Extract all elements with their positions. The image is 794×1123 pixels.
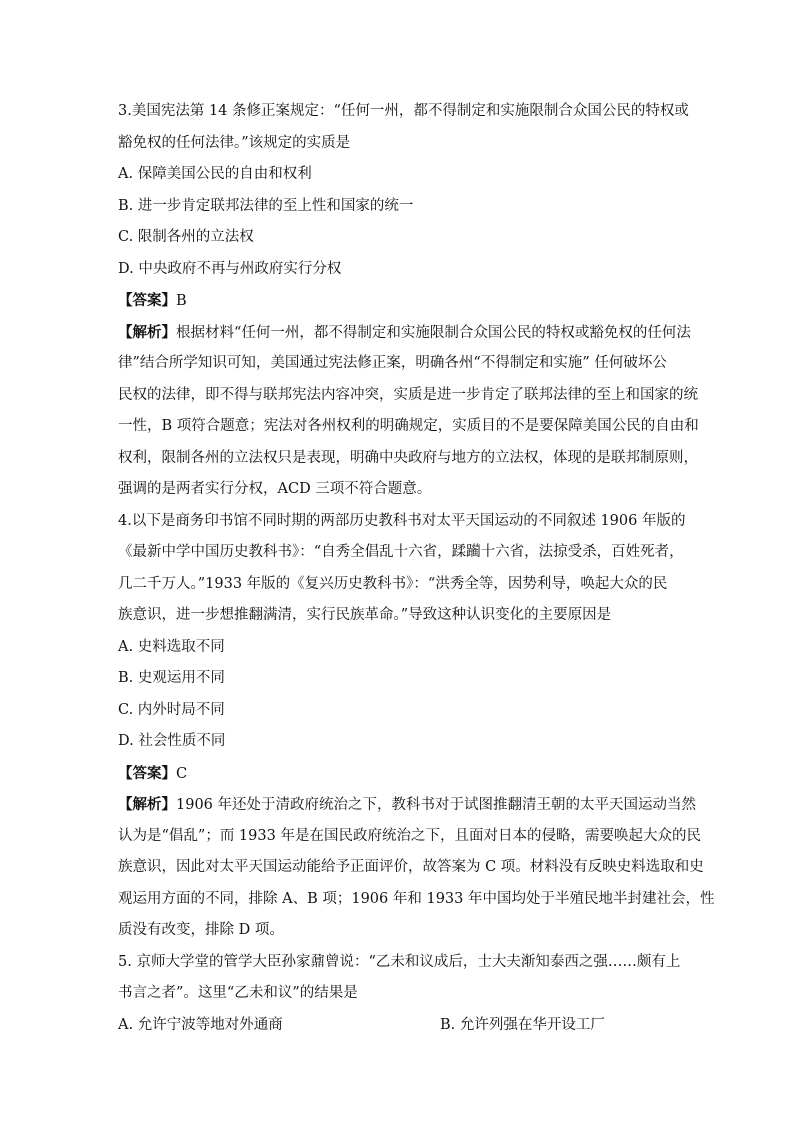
question-stem-line: 族意识，进一步想推翻满清，实行民族革命。”导致这种认识变化的主要原因是	[118, 607, 612, 623]
question-stem-line: 书言之者”。这里“乙未和议”的结果是	[118, 985, 358, 1001]
answer-label: 【答案】	[118, 764, 176, 782]
question-4	[118, 506, 715, 947]
option-a: A. 允许宁波等地对外通商	[118, 1016, 283, 1033]
question-stem-line: 3.美国宪法第 14 条修正案规定：“任何一州，都不得制定和实施限制合众国公民的特权或	[118, 103, 689, 119]
option-d: D. 中央政府不再与州政府实行分权	[118, 260, 342, 277]
option-a: A. 史料选取不同	[118, 638, 225, 655]
option-c: C. 内外时局不同	[118, 701, 225, 718]
analysis-line: 强调的是两者实行分权，ACD 三项不符合题意。	[118, 481, 432, 497]
answer-value: C	[176, 765, 188, 782]
analysis-line: 民权的法律，即不得与联邦宪法内容冲突，实质是进一步肯定了联邦法律的至上和国家的统	[118, 386, 698, 403]
answer-value: B	[176, 293, 187, 309]
option-d: D. 社会性质不同	[118, 733, 226, 749]
question-stem-line: 5. 京师大学堂的管学大臣孙家鼐曾说：“乙未和议成后，士大夫渐知泰西之强……颇有上	[118, 953, 681, 970]
answer-line	[118, 285, 678, 317]
analysis-text: 根据材料“任何一州，都不得制定和实施限制合众国公民的特权或豁免权的任何法	[176, 324, 691, 341]
question-stem-line: 豁免权的任何法律。”该规定的实质是	[118, 134, 351, 151]
option-b: B. 史观运用不同	[118, 670, 225, 686]
question-3	[118, 96, 699, 506]
analysis-text: 1906 年还处于清政府统治之下，教科书对于试图推翻清王朝的太平天国运动当然	[176, 797, 697, 813]
analysis-label: 【解析】	[118, 796, 176, 813]
analysis-line	[118, 789, 697, 821]
option-a: A. 保障美国公民的自由和权利	[118, 166, 312, 182]
analysis-line: 质没有改变，排除 D 项。	[118, 922, 284, 938]
answer-line	[118, 758, 678, 790]
answer-label: 【答案】	[118, 292, 176, 309]
question-stem-line: 4.以下是商务印书馆不同时期的两部历史教科书对太平天国运动的不同叙述 1906 年版的	[118, 512, 686, 529]
question-5	[118, 947, 681, 1042]
option-b: B. 允许列强在华开设工厂	[440, 1016, 605, 1033]
options-row	[118, 1010, 678, 1042]
analysis-line	[118, 317, 691, 349]
analysis-line: 族意识，因此对太平天国运动能给予正面评价，故答案为 C 项。材料没有反映史料选取和史	[118, 859, 704, 875]
analysis-line: 权利，限制各州的立法权只是表现，明确中央政府与地方的立法权，体现的是联邦制原则，	[118, 449, 698, 466]
analysis-line: 一性，B 项符合题意；宪法对各州权利的明确规定，实质目的不是要保障美国公民的自由和	[118, 418, 699, 434]
analysis-line: 律”结合所学知识可知，美国通过宪法修正案，明确各州“不得制定和实施” 任何破坏公	[118, 355, 667, 371]
analysis-label: 【解析】	[118, 323, 176, 341]
question-stem-line: 几二千万人。”1933 年版的《复兴历史教科书》：“洪秀全等，因势利导，唤起大众的民	[118, 575, 668, 592]
analysis-line: 认为是“倡乱”；而 1933 年是在国民政府统治之下，且面对日本的侵略，需要唤起大众的民	[118, 827, 701, 844]
document-page	[118, 96, 715, 1041]
option-b: B. 进一步肯定联邦法律的至上性和国家的统一	[118, 197, 414, 214]
analysis-line: 观运用方面的不同，排除 A、B 项；1906 年和 1933 年中国均处于半殖民地半封建社会，性	[118, 890, 715, 907]
option-c: C. 限制各州的立法权	[118, 229, 254, 245]
question-stem-line: 《最新中学中国历史教科书》：“自秀全倡乱十六省，蹂躏十六省，法掠受杀，百姓死者，	[118, 544, 684, 560]
